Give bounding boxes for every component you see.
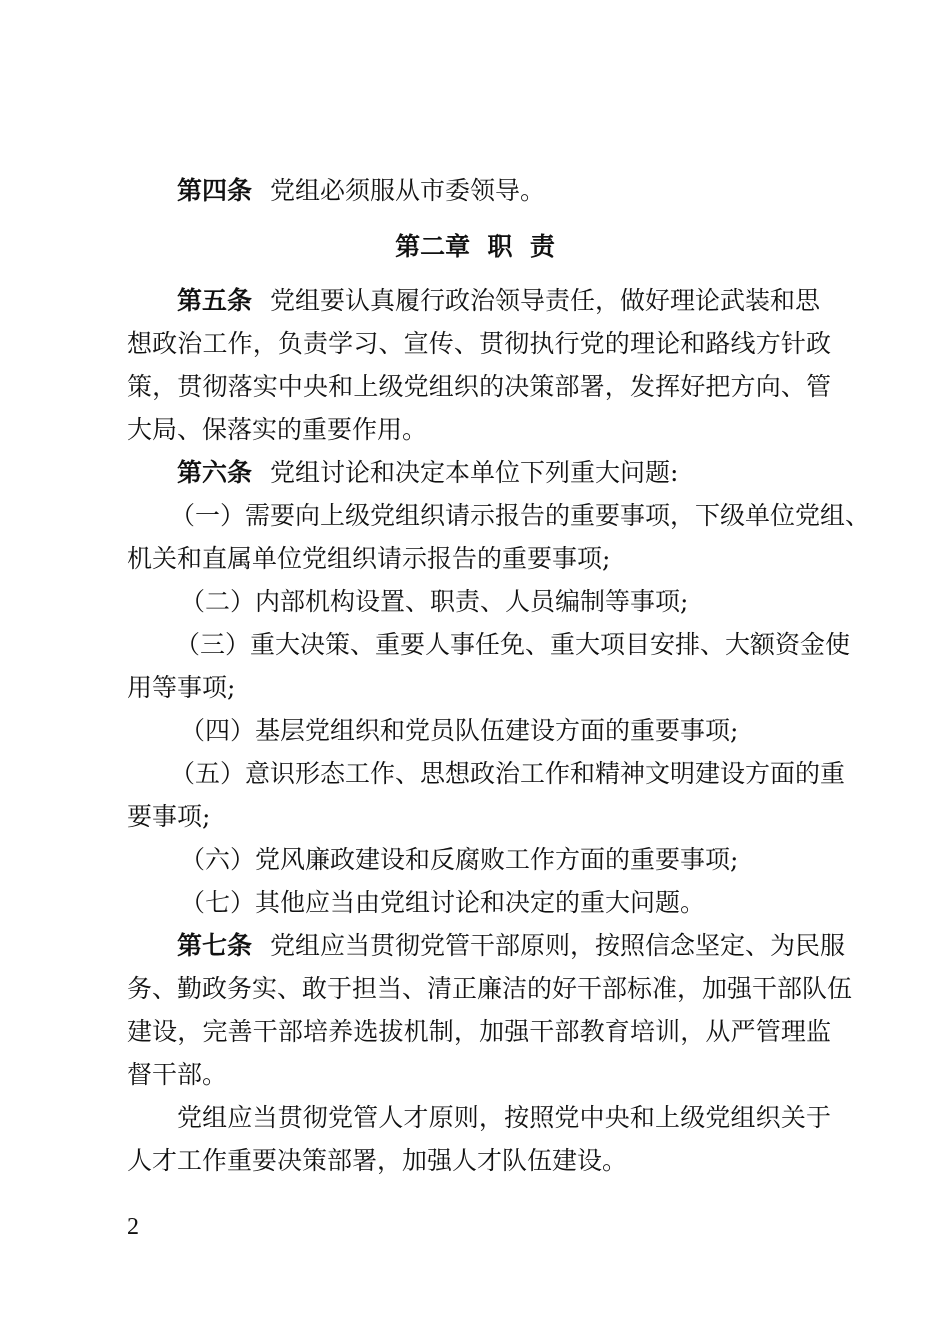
article-6-item-1-line-1: （一）需要向上级党组织请示报告的重要事项，下级单位党组、 xyxy=(170,501,871,530)
page-number: 2 xyxy=(127,1214,139,1240)
article-6-item-5-line-1: （五）意识形态工作、思想政治工作和精神文明建设方面的重 xyxy=(170,759,846,788)
article-4-label: 第四条 xyxy=(177,176,253,205)
chapter-2-title: 第二章 职 责 xyxy=(395,232,555,261)
article-6-item-3-line-2: 用等事项; xyxy=(127,673,236,702)
article-5-label: 第五条 xyxy=(177,286,253,315)
article-6-item-7: （七）其他应当由党组讨论和决定的重大问题。 xyxy=(180,888,706,917)
article-5-line-2: 想政治工作，负责学习、宣传、贯彻执行党的理论和路线方针政 xyxy=(127,329,831,358)
article-5-line-4: 大局、保落实的重要作用。 xyxy=(127,415,428,444)
article-7-line-3: 建设，完善干部培养选拔机制，加强干部教育培训，从严管理监 xyxy=(127,1017,831,1046)
article-6-item-2: （二）内部机构设置、职责、人员编制等事项; xyxy=(180,587,689,616)
article-6 xyxy=(177,451,950,495)
article-4-text: 党组必须服从市委领导。 xyxy=(269,176,545,205)
article-7-line-2: 务、勤政务实、敢于担当、清正廉洁的好干部标准，加强干部队伍 xyxy=(127,974,853,1003)
article-7-line-1 xyxy=(177,924,950,968)
article-6-item-3-line-1: （三）重大决策、重要人事任免、重大项目安排、大额资金使 xyxy=(175,630,851,659)
article-7-para-2-line-2: 人才工作重要决策部署，加强人才队伍建设。 xyxy=(127,1146,628,1175)
article-6-item-6: （六）党风廉政建设和反腐败工作方面的重要事项; xyxy=(180,845,739,874)
article-4 xyxy=(177,169,950,213)
article-5-text-1: 党组要认真履行政治领导责任，做好理论武装和思 xyxy=(269,286,820,315)
article-6-item-4: （四）基层党组织和党员队伍建设方面的重要事项; xyxy=(180,716,739,745)
article-6-text: 党组讨论和决定本单位下列重大问题: xyxy=(269,458,679,487)
article-6-label: 第六条 xyxy=(177,458,253,487)
article-5-line-3: 策，贯彻落实中央和上级党组织的决策部署，发挥好把方向、管 xyxy=(127,372,831,401)
article-7-line-4: 督干部。 xyxy=(127,1060,228,1089)
article-6-item-1-line-2: 机关和直属单位党组织请示报告的重要事项; xyxy=(127,544,611,573)
article-7-para-2-line-1: 党组应当贯彻党管人才原则，按照党中央和上级党组织关于 xyxy=(177,1103,831,1132)
article-6-item-5-line-2: 要事项; xyxy=(127,802,211,831)
article-7-text-1: 党组应当贯彻党管干部原则，按照信念坚定、为民服 xyxy=(269,931,845,960)
article-7-label: 第七条 xyxy=(177,931,253,960)
article-5-line-1 xyxy=(177,279,950,323)
